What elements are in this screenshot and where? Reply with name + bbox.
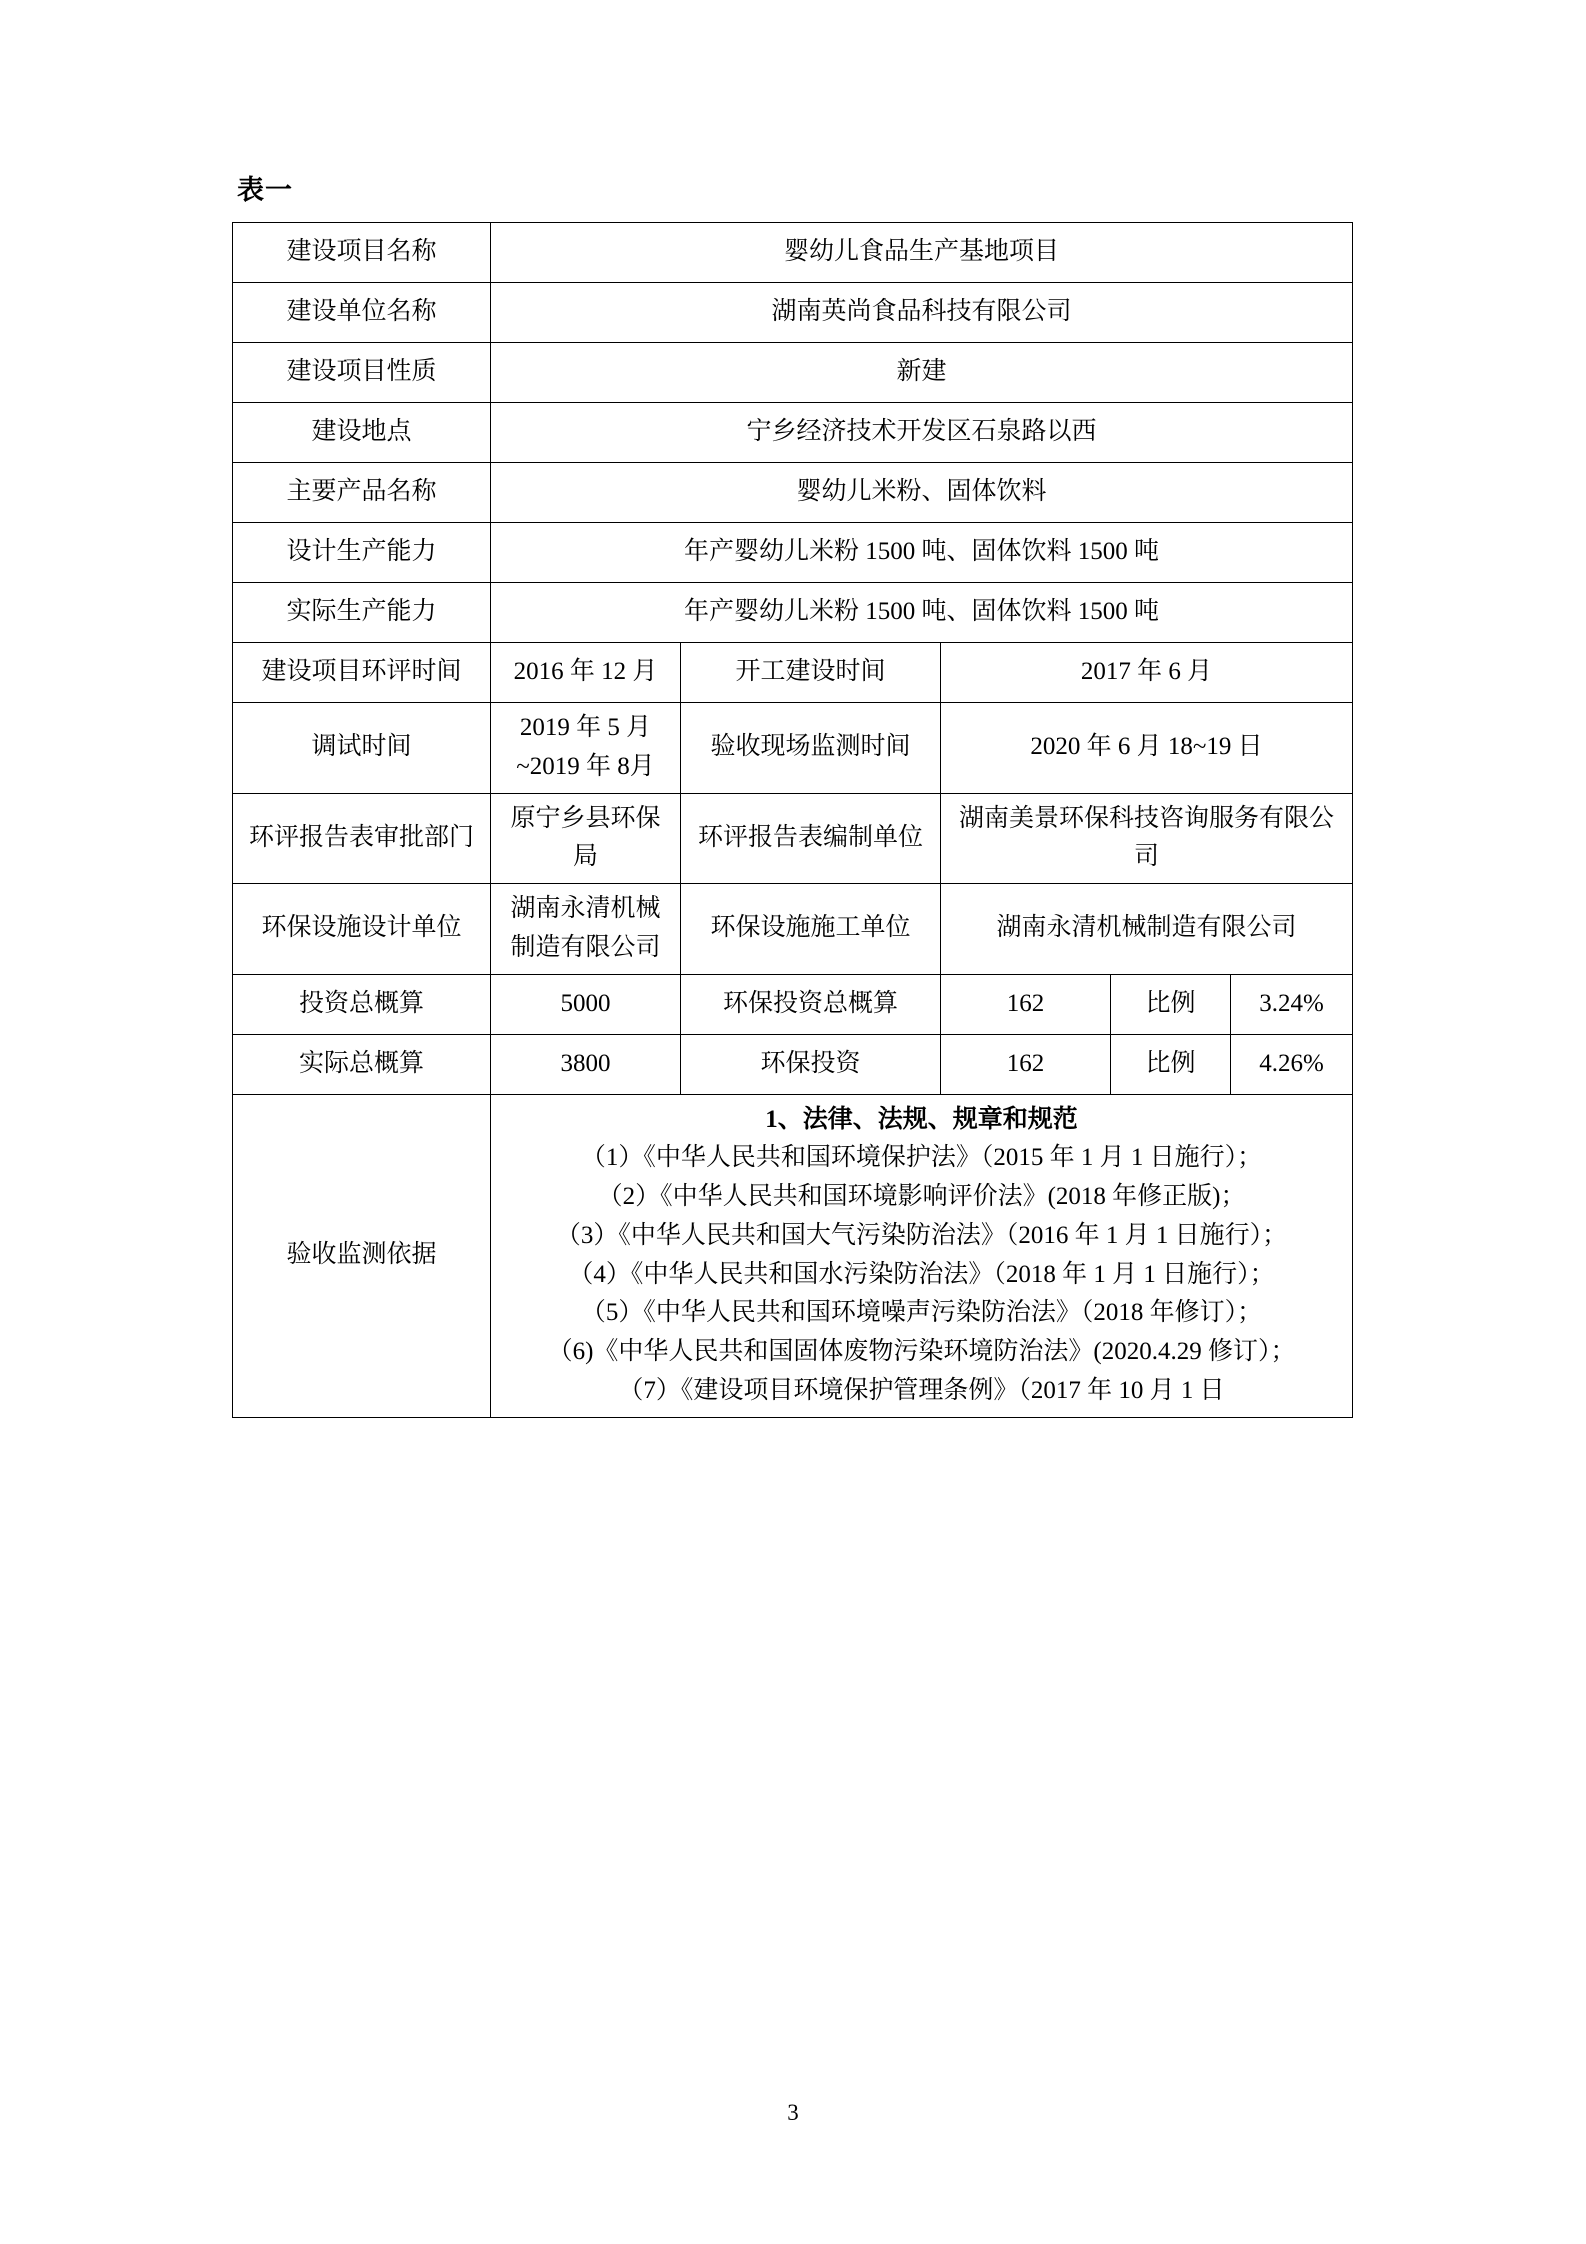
row-label-basis: 验收监测依据: [233, 1094, 491, 1417]
row-value: 2016 年 12 月: [491, 643, 681, 703]
row-value: 婴幼儿食品生产基地项目: [491, 223, 1353, 283]
row-label: 实际生产能力: [233, 583, 491, 643]
table-row: [233, 463, 1353, 523]
table-row: [233, 1034, 1353, 1094]
row-value: 新建: [491, 343, 1353, 403]
table-row: [233, 343, 1353, 403]
row-value: 宁乡经济技术开发区石泉路以西: [491, 403, 1353, 463]
row-value: 2019 年 5 月~2019 年 8月: [491, 703, 681, 794]
row-label: 环评报告表审批部门: [233, 793, 491, 884]
table-row-basis: [233, 1094, 1353, 1417]
table-row: [233, 283, 1353, 343]
table-row: [233, 793, 1353, 884]
row-value: 年产婴幼儿米粉 1500 吨、固体饮料 1500 吨: [491, 523, 1353, 583]
table-row: [233, 643, 1353, 703]
row-label: 建设项目名称: [233, 223, 491, 283]
project-summary-table: [232, 222, 1353, 1418]
row-label: 开工建设时间: [681, 643, 941, 703]
row-value: 2017 年 6 月: [941, 643, 1353, 703]
row-value: 原宁乡县环保局: [491, 793, 681, 884]
row-value: 162: [941, 1034, 1111, 1094]
row-label: 建设项目性质: [233, 343, 491, 403]
row-label: 验收现场监测时间: [681, 703, 941, 794]
row-label: 主要产品名称: [233, 463, 491, 523]
table-row: [233, 403, 1353, 463]
row-label: 建设项目环评时间: [233, 643, 491, 703]
table-row: [233, 223, 1353, 283]
row-value: 湖南永清机械制造有限公司: [491, 884, 681, 975]
row-value: 3800: [491, 1034, 681, 1094]
basis-item: （4）《中华人民共和国水污染防治法》（2018 年 1 月 1 日施行）；: [568, 1260, 1275, 1288]
row-value: 5000: [491, 974, 681, 1034]
row-label: 环保设施设计单位: [233, 884, 491, 975]
basis-title: 1、法律、法规、规章和规范: [765, 1105, 1078, 1133]
basis-content: [491, 1094, 1353, 1417]
row-value: 4.26%: [1231, 1034, 1353, 1094]
row-label: 比例: [1111, 974, 1231, 1034]
table-row: [233, 583, 1353, 643]
basis-item: （5）《中华人民共和国环境噪声污染防治法》（2018 年修订）；: [580, 1299, 1263, 1327]
table-row: [233, 523, 1353, 583]
page-number: 3: [787, 2100, 799, 2125]
table-caption: 表一: [237, 175, 293, 205]
basis-item: （7）《建设项目环境保护管理条例》（2017 年 10 月 1 日: [618, 1376, 1225, 1404]
row-label: 比例: [1111, 1034, 1231, 1094]
row-label: 环保设施施工单位: [681, 884, 941, 975]
row-label: 设计生产能力: [233, 523, 491, 583]
row-label: 环保投资总概算: [681, 974, 941, 1034]
row-label: 环评报告表编制单位: [681, 793, 941, 884]
table-row: [233, 974, 1353, 1034]
row-label: 建设单位名称: [233, 283, 491, 343]
table-row: [233, 884, 1353, 975]
row-value: 湖南美景环保科技咨询服务有限公司: [941, 793, 1353, 884]
row-label: 实际总概算: [233, 1034, 491, 1094]
table-row: [233, 703, 1353, 794]
row-label: 投资总概算: [233, 974, 491, 1034]
row-value: 2020 年 6 月 18~19 日: [941, 703, 1353, 794]
row-value: 湖南永清机械制造有限公司: [941, 884, 1353, 975]
row-value: 年产婴幼儿米粉 1500 吨、固体饮料 1500 吨: [491, 583, 1353, 643]
row-label: 调试时间: [233, 703, 491, 794]
row-label: 环保投资: [681, 1034, 941, 1094]
basis-item: （6)《中华人民共和国固体废物污染环境防治法》(2020.4.29 修订）；: [547, 1338, 1296, 1365]
row-label: 建设地点: [233, 403, 491, 463]
row-value: 162: [941, 974, 1111, 1034]
basis-item: （2）《中华人民共和国环境影响评价法》(2018 年修正版)；: [597, 1183, 1246, 1210]
basis-item: （3）《中华人民共和国大气污染防治法》（2016 年 1 月 1 日施行）；: [555, 1221, 1288, 1249]
row-value: 婴幼儿米粉、固体饮料: [491, 463, 1353, 523]
row-value: 3.24%: [1231, 974, 1353, 1034]
basis-item: （1）《中华人民共和国环境保护法》（2015 年 1 月 1 日施行）；: [580, 1144, 1263, 1172]
row-value: 湖南英尚食品科技有限公司: [491, 283, 1353, 343]
